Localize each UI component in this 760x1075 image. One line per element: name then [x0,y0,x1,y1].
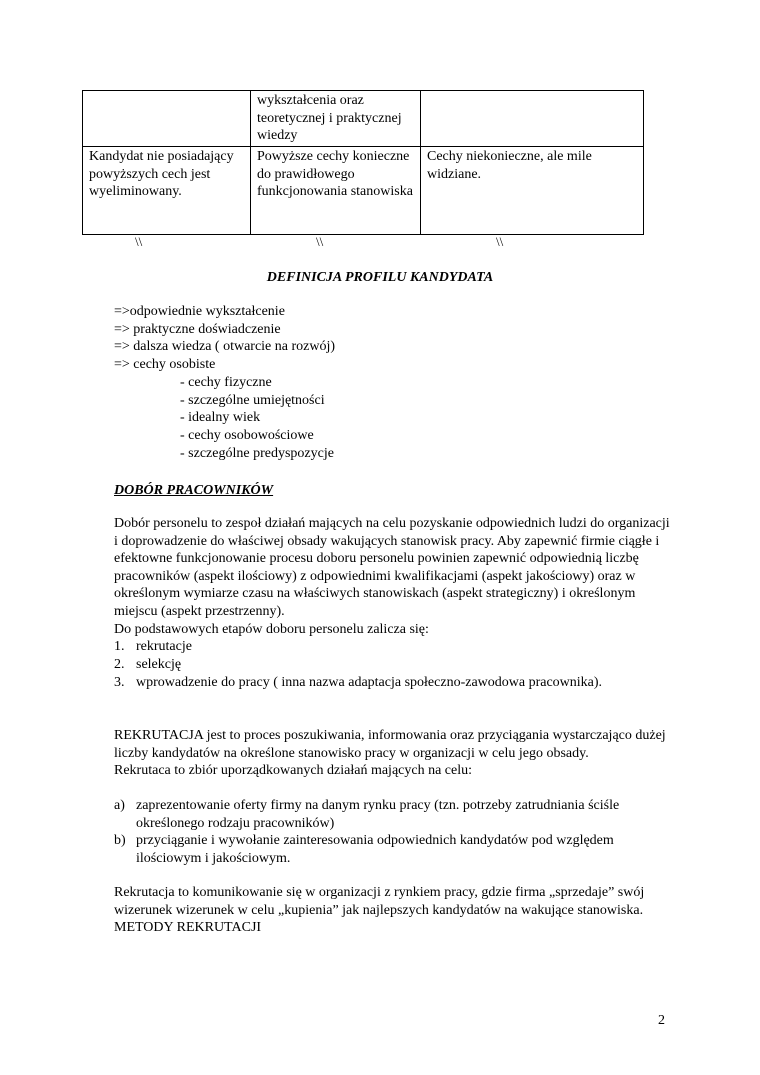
backslash-mark: \\ [135,234,143,249]
profile-subitem: - idealny wiek [180,410,261,425]
rekrutacja-intro: Rekrutaca to zbiór uporządkowanych działań mających na celu: [114,763,473,779]
communication-paragraph: Rekrutacja to komunikowanie się w organizacji z rynkiem pracy, gdzie firma „sprzedaje” swój wizerunek wizerunek w celu „kupienia” jak najlepszych kandydatów na wakujące stanowiska. [114,885,645,918]
goals-list [114,797,674,867]
list-item-text: przyciąganie i wywołanie zainteresowania odpowiednich kandydatów pod względem ilościowym i jakościowym. [136,833,614,866]
table-cell [83,91,251,147]
methods-heading: METODY REKRUTACJI [114,920,262,936]
table-row [83,91,644,147]
table-cell: Powyższe cechy konieczne do prawidłowego funkcjonowania stanowiska [251,147,421,235]
dobor-paragraph: Dobór personelu to zespoł działań mających na celu pozyskanie odpowiednich ludzi do organizacji i doprowadzenie do właściwej obsady wakujących stanowisk pracy. Aby zapewnić firmie ciągłe i efektowne funkcjonowanie procesu doboru personelu powinien zapewnić odpowiednią liczbę pracowników (aspekt ilościowy) z odpowiednimi kwalifikacjami (aspekt jakościowy) oraz w określonym wymiarze czasu na właściwych stanowiskach (aspekt strategiczny) i określonym miejscu (aspekt przestrzenny). [114,516,670,619]
list-item-text: rekrutacje [136,639,192,654]
profile-title: DEFINICJA PROFILU KANDYDATA [266,270,494,285]
table-cell: Kandydat nie posiadający powyższych cech jest wyeliminowany. [83,147,251,235]
list-marker: 3. [114,675,125,690]
dobor-section [114,515,674,638]
communication-section [114,884,674,937]
list-item [114,656,674,674]
profile-subitem: - szczególne predyspozycje [180,446,334,461]
profile-item: => dalsza wiedza ( otwarcie na rozwój) [114,339,336,354]
table-cell: wykształcenia oraz teoretycznej i praktycznej wiedzy [251,91,421,147]
profile-item: =>odpowiednie wykształcenie [114,304,285,319]
requirements-table [82,90,644,235]
list-item [114,797,674,832]
profile-subitem: - cechy osobowościowe [180,428,314,443]
list-item [114,638,674,656]
table-cell: Cechy niekonieczne, ale mile widziane. [421,147,644,235]
steps-list [114,638,674,692]
profile-item: => cechy osobiste [114,357,216,372]
backslash-mark: \\ [496,234,504,249]
rekrutacja-section [114,727,674,780]
list-item [114,674,674,692]
table-cell [421,91,644,147]
rekrutacja-paragraph: REKRUTACJA jest to proces poszukiwania, informowania oraz przyciągania wystarczająco dużej liczby kandydatów na określone stanowisko pracy w organizacji w celu jego obsady. [114,728,666,761]
list-item-text: zaprezentowanie oferty firmy na danym rynku pracy (tzn. potrzeby zatrudniania ściśle określonego rodzaju pracowników) [136,798,620,831]
list-item-text: selekcję [136,657,182,672]
list-item [114,832,674,867]
dobor-intro: Do podstawowych etapów doboru personelu zalicza się: [114,621,429,637]
list-marker: a) [114,798,125,813]
profile-subitem: - szczególne umiejętności [180,393,325,408]
section-heading: DOBÓR PRACOWNIKÓW [114,483,274,498]
list-marker: 2. [114,657,125,672]
table-row [83,147,644,235]
list-marker: 1. [114,639,125,654]
profile-subitem: - cechy fizyczne [180,375,272,390]
page-number: 2 [658,1013,665,1028]
list-marker: b) [114,833,126,849]
backslash-mark: \\ [316,234,324,249]
profile-item: => praktyczne doświadczenie [114,322,281,337]
list-item-text: wprowadzenie do pracy ( inna nazwa adaptacja społeczno-zawodowa pracownika). [136,675,603,690]
